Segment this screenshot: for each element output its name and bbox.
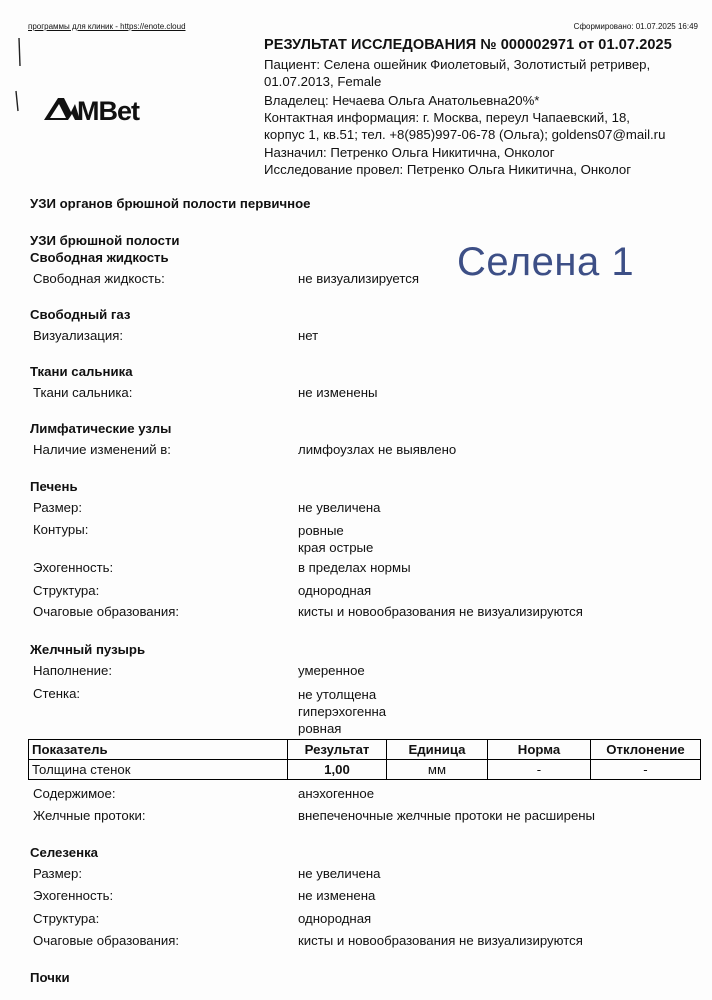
field-value: однородная (298, 911, 372, 926)
field-label: Свободная жидкость: (33, 271, 165, 286)
study-title: УЗИ органов брюшной полости первичное (30, 196, 311, 211)
field-label: Размер: (33, 500, 82, 515)
field-value: однородная (298, 583, 372, 598)
field-value: внепеченочные желчные протоки не расширены (298, 808, 596, 823)
field-label: Визуализация: (33, 328, 124, 343)
prescribed-by: Назначил: Петренко Ольга Никитична, Онколог (264, 145, 555, 160)
field-value: анэхогенное (298, 786, 375, 801)
field-value: не увеличена (298, 500, 381, 515)
value-line: края острые (298, 540, 374, 555)
table-cell: - (488, 760, 591, 780)
field-label: Очаговые образования: (33, 933, 180, 948)
contact-line-2: корпус 1, кв.51; тел. +8(985)997-06-78 (Ольга); goldens07@mail.ru (264, 127, 666, 142)
clinic-software-link[interactable]: программы для клиник - https://enote.cloud (28, 22, 186, 31)
field-value: не изменены (298, 385, 378, 400)
field-label: Стенка: (33, 686, 81, 701)
spleen-heading: Селезенка (30, 845, 99, 860)
field-value (298, 686, 386, 737)
omentum-heading: Ткани сальника (30, 364, 133, 379)
column-header: Отклонение (591, 740, 701, 760)
table-cell: 1,00 (288, 760, 387, 780)
value-line: гиперэхогенна (298, 704, 387, 719)
contact-line: Контактная информация: г. Москва, переул Чапаевский, 18, (264, 110, 630, 125)
field-value: не увеличена (298, 866, 381, 881)
gallbladder-heading: Желчный пузырь (30, 642, 146, 657)
table-cell: Толщина стенок (29, 760, 288, 780)
ambet-logo (42, 94, 176, 124)
performed-by: Исследование провел: Петренко Ольга Никитична, Онколог (264, 162, 632, 177)
table-row (29, 760, 701, 780)
column-header: Показатель (29, 740, 288, 760)
field-value: кисты и новообразования не визуализируются (298, 604, 583, 619)
field-label: Наполнение: (33, 663, 113, 678)
field-value: не изменена (298, 888, 376, 903)
field-value: умеренное (298, 663, 365, 678)
field-label: Контуры: (33, 522, 89, 537)
free-fluid-heading: Свободная жидкость (30, 250, 169, 265)
kidneys-heading: Почки (30, 970, 70, 985)
field-value: лимфоузлах не выявлено (298, 442, 457, 457)
field-label: Ткани сальника: (33, 385, 133, 400)
field-value: не визуализируется (298, 271, 419, 286)
section-title: УЗИ брюшной полости (30, 233, 180, 248)
field-label: Наличие изменений в: (33, 442, 171, 457)
field-label: Содержимое: (33, 786, 116, 801)
value-line: не утолщена (298, 687, 377, 702)
svg-text:MBet: MBet (77, 96, 139, 124)
value-line: ровные (298, 523, 344, 538)
value-line: ровная (298, 721, 342, 736)
field-value: кисты и новообразования не визуализируются (298, 933, 583, 948)
field-label: Эхогенность: (33, 888, 114, 903)
lymph-heading: Лимфатические узлы (30, 421, 172, 436)
table-cell: мм (387, 760, 488, 780)
field-label: Желчные протоки: (33, 808, 146, 823)
owner-line: Владелец: Нечаева Ольга Анатольевна20%* (264, 93, 540, 108)
measurement-table (28, 739, 701, 780)
column-header: Результат (288, 740, 387, 760)
table-cell: - (591, 760, 701, 780)
table-header-row (29, 740, 701, 760)
field-label: Очаговые образования: (33, 604, 180, 619)
field-value: нет (298, 328, 319, 343)
field-label: Эхогенность: (33, 560, 114, 575)
margin-marks-icon (8, 36, 28, 116)
column-header: Норма (488, 740, 591, 760)
patient-watermark: Селена 1 (457, 240, 635, 284)
field-label: Структура: (33, 911, 100, 926)
liver-heading: Печень (30, 479, 78, 494)
field-value (298, 522, 373, 556)
patient-line: Пациент: Селена ошейник Фиолетовый, Золотистый ретривер, (264, 57, 651, 72)
patient-birthdate: 01.07.2013, Female (264, 74, 382, 89)
field-label: Структура: (33, 583, 100, 598)
column-header: Единица (387, 740, 488, 760)
result-title: РЕЗУЛЬТАТ ИССЛЕДОВАНИЯ № 000002971 от 01.07.2025 (264, 37, 672, 53)
free-gas-heading: Свободный газ (30, 307, 131, 322)
field-label: Размер: (33, 866, 82, 881)
generated-timestamp: Сформировано: 01.07.2025 16:49 (573, 22, 698, 31)
field-value: в пределах нормы (298, 560, 411, 575)
